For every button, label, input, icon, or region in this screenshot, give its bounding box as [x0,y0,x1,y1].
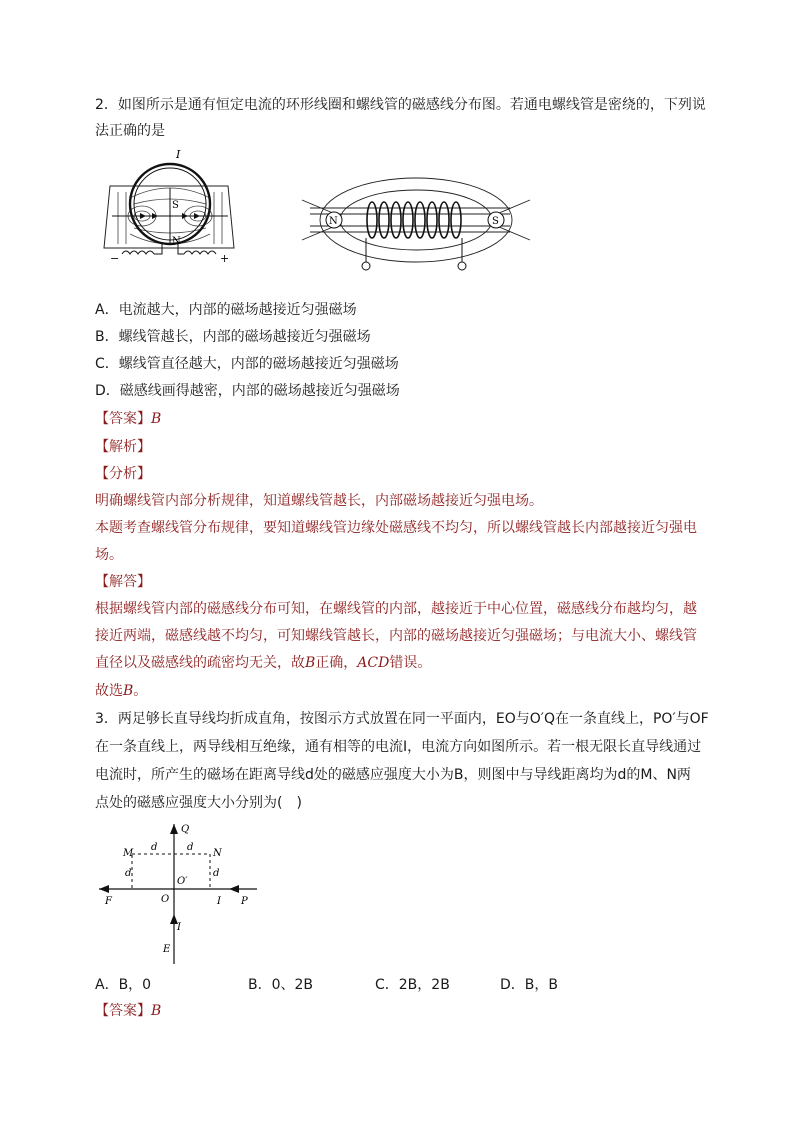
label-i-vertical: I [177,922,181,933]
q2-fenxi-line2: 本题考查螺线管分布规律，要知道螺线管边缘处磁感线不均匀，所以螺线管越长内部越接近匀强电 [95,520,697,536]
ring-minus: − [110,252,120,265]
q2-jieda-line1: 根据螺线管内部的磁感线分布可知，在螺线管的内部，越接近于中心位置，磁感线分布越均匀，越 [95,601,697,617]
q3-option-d: D．B，B [500,977,558,993]
label-i-horizontal: I [217,896,221,907]
q3-stem-line1: 3．两足够长直导线均折成直角，按图示方式放置在同一平面内，EO与O′Q在一条直线上，PO′与OF [95,711,709,727]
ring-pole-s: S [172,200,179,211]
wire-figure [95,818,265,968]
q3-stem-line3: 电流时，所产生的磁场在距离导线d处的磁感应强度大小为B，则图中与导线距离均为d的M、N两 [95,767,691,783]
label-e: E [163,944,171,955]
label-q: Q [181,824,190,835]
q2-fenxi-line3: 场。 [95,547,123,563]
label-n: N [213,848,222,859]
q2-conclusion: 故选B。 [95,683,148,699]
q3-stem-line4: 点处的磁感应强度大小分别为( ) [95,795,302,811]
label-m: M [123,848,134,859]
q2-answer [95,409,161,429]
q2-option-d: D．磁感线画得越密，内部的磁场越接近匀强磁场 [95,383,400,399]
ring-coil-figure [100,148,240,266]
q3-answer: 【答案】B [95,1003,162,1019]
q2-stem-line1: 2．如图所示是通有恒定电流的环形线圈和螺线管的磁感线分布图。若通电螺线管是密绕的，下列说 [95,97,706,113]
solenoid-pole-s: S [492,216,499,227]
solenoid-figure [300,170,532,280]
current-label: I [176,148,181,161]
q2-jieda-line3: 直径以及磁感线的疏密均无关，故B正确，ACD错误。 [95,655,432,671]
answer-value: B [151,411,162,427]
ring-plus: + [220,252,230,265]
q3-option-a: A．B，0 [95,977,152,993]
label-d-side-right: d [213,868,220,879]
label-d-right: d [187,842,194,853]
solenoid-pole-n: N [329,216,338,227]
q2-jieda-line2: 接近两端，磁感线越不均匀，可知螺线管越长，内部的磁场越接近匀强磁场；与电流大小、螺线管 [95,628,697,644]
q2-jiexi-tag: 【解析】 [95,439,151,455]
q2-fenxi-line1: 明确螺线管内部分析规律，知道螺线管越长，内部磁场越接近匀强电场。 [95,493,543,509]
q2-option-a: A．电流越大，内部的磁场越接近匀强磁场 [95,302,357,318]
q2-fenxi-tag: 【分析】 [95,466,151,482]
q3-stem-line2: 在一条直线上，两导线相互绝缘，通有相等的电流I，电流方向如图所示。若一根无限长直导线通过 [95,739,702,755]
q3-option-c: C．2B，2B [375,977,450,993]
ring-pole-n: N [172,236,181,247]
q2-option-c: C．螺线管直径越大，内部的磁场越接近匀强磁场 [95,356,399,372]
q2-jieda-tag: 【解答】 [95,574,151,590]
label-d-side-left: d [125,868,132,879]
label-o-prime: O′ [177,876,188,887]
q2-stem-line2: 法正确的是 [95,123,165,139]
label-f: F [105,896,112,907]
label-p: P [241,896,248,907]
label-o: O [161,894,170,905]
q2-option-b: B．螺线管越长，内部的磁场越接近匀强磁场 [95,329,371,345]
answer-tag: 【答案】 [95,411,151,427]
q3-option-b: B．0、2B [248,977,314,993]
label-d-left: d [151,842,158,853]
